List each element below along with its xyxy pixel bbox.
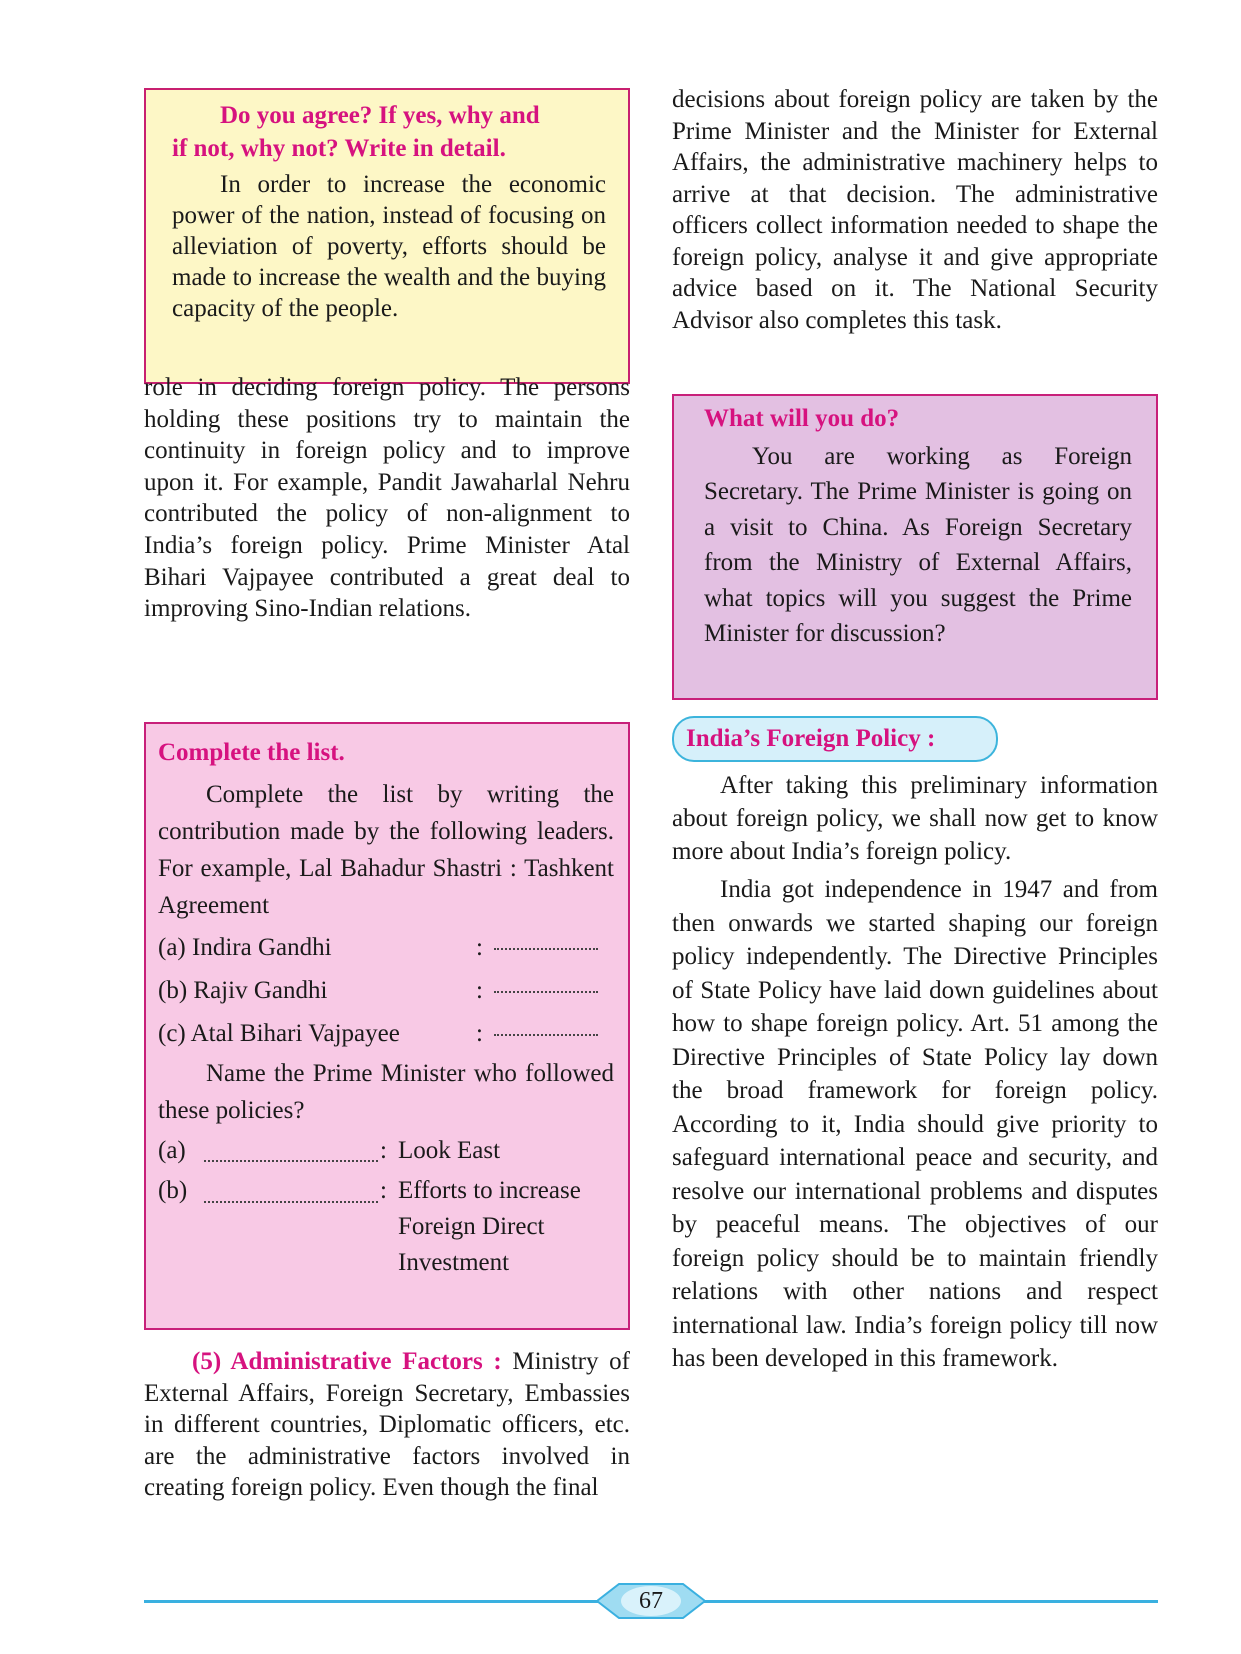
page-number: 67 xyxy=(639,1588,663,1614)
pm-item-prefix: (b) xyxy=(158,1177,188,1204)
discussion-box xyxy=(144,88,630,384)
answer-blank[interactable] xyxy=(494,926,598,950)
role-paragraph: role in deciding foreign policy. The persons holding these positions try to maintain the continuity in foreign policy and to improve upon it. For example, Pandit Jawaharlal Nehru contributed the policy of non-alignment to India’s foreign policy. Prime Minister Atal Bihari Vajpayee contributed a great deal to improving Sino-Indian relations. xyxy=(144,374,630,623)
pm-answer-blank-wrap xyxy=(204,1173,380,1281)
footer-line-left xyxy=(144,1600,614,1603)
complete-list-title: Complete the list. xyxy=(158,739,345,766)
pm-item-value: Efforts to increase Foreign Direct Investment xyxy=(398,1177,581,1276)
list-item-vajpayee xyxy=(158,1012,614,1055)
list-item-label: (c) Atal Bihari Vajpayee xyxy=(158,1019,400,1047)
left-paragraph-admin xyxy=(144,1346,630,1504)
page-number-badge xyxy=(597,1580,705,1622)
left-paragraph-role xyxy=(144,372,630,625)
list-item-rajiv xyxy=(158,969,614,1012)
right-paragraph-after xyxy=(672,769,1158,1376)
discussion-question xyxy=(172,99,606,165)
complete-list-box xyxy=(144,722,630,1330)
pm-answer-blank[interactable] xyxy=(204,1179,378,1203)
list-item-label: (b) Rajiv Gandhi xyxy=(158,976,328,1004)
pm-item-fdi xyxy=(158,1173,614,1281)
decisions-paragraph: decisions about foreign policy are taken by the Prime Minister and the Minister for External Affairs, the administrative machinery helps to arrive at that decision. The administrative officers collect information needed to shape the foreign policy, analyse it and give appropriate advice based on it. The National Security Advisor also completes this task. xyxy=(672,86,1158,334)
what-will-you-do-box xyxy=(672,394,1158,700)
list-colon: : xyxy=(476,933,483,961)
pm-colon: : xyxy=(380,1177,387,1204)
section-tag-foreign-policy: India’s Foreign Policy : xyxy=(672,716,998,762)
list-colon: : xyxy=(476,1019,483,1047)
pm-answer-blank[interactable] xyxy=(204,1138,378,1162)
footer-line-right xyxy=(688,1600,1158,1603)
admin-heading: (5) Administrative Factors : xyxy=(192,1348,502,1375)
pm-item-value: Look East xyxy=(398,1136,501,1164)
pm-colon: : xyxy=(380,1136,387,1164)
what-will-you-do-text: You are working as Foreign Secretary. The Prime Minister is going on a visit to China. As Foreign Secretary from the Ministry of External Affairs, what topics will you suggest the Prime Minister for discussion? xyxy=(704,442,1132,647)
pm-answer-blank-wrap xyxy=(204,1132,380,1171)
complete-list-instruction: Complete the list by writing the contribution made by the following leaders. For example, Lal Bahadur Shastri : Tashkent Agreement xyxy=(158,780,614,919)
after-paragraph: After taking this preliminary information about foreign policy, we shall now get to know more about India’s foreign policy. xyxy=(672,772,1158,865)
pm-item-prefix: (a) xyxy=(158,1136,186,1164)
answer-blank[interactable] xyxy=(494,1012,598,1036)
pm-question: Name the Prime Minister who followed these policies? xyxy=(158,1059,614,1124)
list-item-label: (a) Indira Gandhi xyxy=(158,933,332,961)
right-paragraph-top xyxy=(672,84,1158,336)
list-colon: : xyxy=(476,976,483,1004)
discussion-question-line2: if not, why not? Write in detail. xyxy=(172,135,506,162)
india-paragraph: India got independence in 1947 and from then onwards we started shaping our foreign policy independently. The Directive Principles of State Policy have laid down guidelines about how to shape foreign policy. Art. 51 among the Directive Principles of State Policy lay down the broad framework for foreign policy. According to it, India should give priority to safeguard international peace and security, and resolve our international problems and disputes by peaceful means. The objectives of our foreign policy should be to maintain friendly relations with other nations and respect international law. India’s foreign policy till now has been developed in this framework. xyxy=(672,876,1158,1372)
pm-item-look-east xyxy=(158,1132,614,1171)
admin-text: Ministry of External Affairs, Foreign Secretary, Embassies in different countries, Diplomatic officers, etc. are the administrative factors involved in creating foreign policy. Even though the final xyxy=(144,1348,630,1502)
what-will-you-do-title: What will you do? xyxy=(704,405,900,432)
discussion-question-line1: Do you agree? If yes, why and xyxy=(220,102,540,129)
discussion-text: In order to increase the economic power of the nation, instead of focusing on alleviation of poverty, efforts should be made to increase the wealth and the buying capacity of the people. xyxy=(172,171,606,322)
answer-blank[interactable] xyxy=(494,969,598,993)
list-item-indira xyxy=(158,926,614,969)
admin-paragraph xyxy=(144,1346,630,1504)
